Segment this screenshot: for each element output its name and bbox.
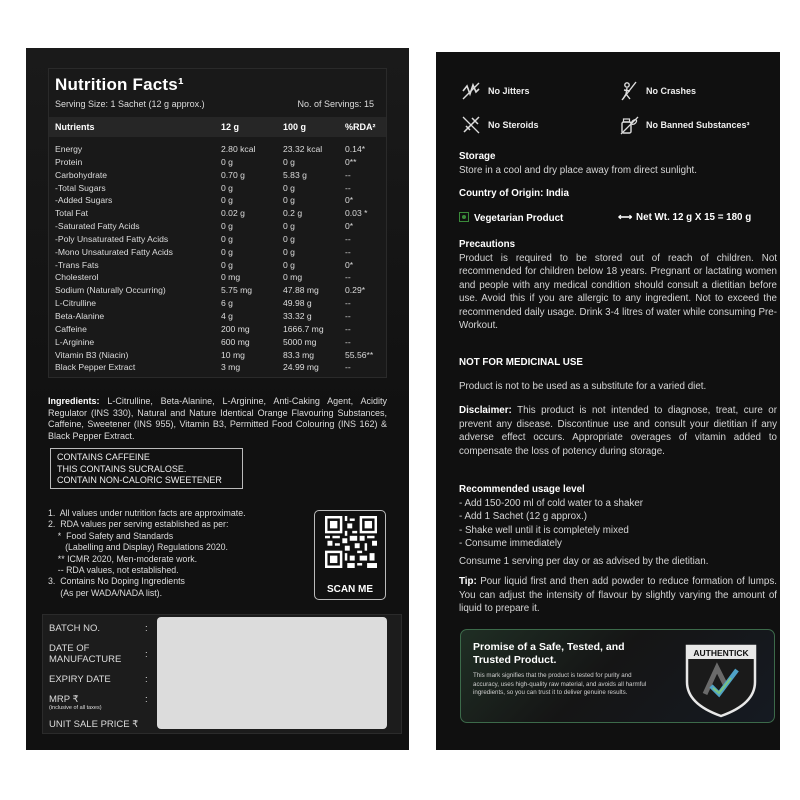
usage-step: - Shake well until it is completely mixed <box>459 524 629 536</box>
expiry-colon: : <box>145 674 148 685</box>
nutrient-name: Energy <box>55 144 83 154</box>
nutrition-facts-table <box>48 68 387 378</box>
footnote-line: (As per WADA/NADA list). <box>48 587 163 598</box>
per-serving-value: 0.70 g <box>221 169 245 180</box>
badge-label: No Banned Substances³ <box>646 120 750 130</box>
nutrition-rows <box>49 143 386 374</box>
disclaimer-label: Disclaimer: <box>459 405 512 416</box>
table-row <box>49 323 386 336</box>
table-row <box>49 349 386 362</box>
nutrient-name: -Trans Fats <box>55 259 99 270</box>
header-per-serving: 12 g <box>221 122 240 132</box>
footnote-line: -- RDA values, not established. <box>48 565 179 576</box>
expiry-row <box>49 674 148 685</box>
nutrition-facts-title: Nutrition Facts¹ <box>55 75 184 94</box>
rda-value: -- <box>345 362 351 373</box>
rda-value: -- <box>345 182 351 193</box>
mrp-colon: : <box>145 694 148 705</box>
no-banned-substances-icon <box>618 114 640 136</box>
rda-value: 0* <box>345 195 354 206</box>
per-serving-value: 2.80 kcal <box>221 144 256 154</box>
tip-section <box>459 575 777 616</box>
per-100g-value: 5.83 g <box>283 169 307 180</box>
rda-value: -- <box>345 310 351 321</box>
ingredients-text: L-Citrulline, Beta-Alanine, L-Arginine, Anti-Caking Agent, Acidity Regulator (INS 330), Natural and Nature Identical Orange Flavouring Substances, Caffeine, Sweetener (INS 955), Vitamin B3, Permitted Food Colouring (INS 162) & Black Pepper Extract. <box>48 396 387 441</box>
table-row <box>49 246 386 259</box>
warning-box <box>50 448 243 489</box>
footnotes <box>48 508 308 599</box>
tip-text: Pour liquid first and then add powder to reduce formation of lumps. You can adjust the intensity of flavour by slightly varying the amount of liquid to prepare it. <box>459 576 777 614</box>
rda-value: 0.14* <box>345 144 366 154</box>
authentick-seal-text: AUTHENTICK <box>693 648 749 658</box>
per-serving-value: 0 g <box>221 182 233 193</box>
substitute-text: Product is not to be used as a substitute for a varied diet. <box>459 381 707 392</box>
batch-no-label: BATCH NO. <box>49 623 101 634</box>
batch-no-row <box>49 623 148 634</box>
disclaimer-section <box>459 404 777 458</box>
badge-label: No Jitters <box>488 86 530 96</box>
badge-label: No Steroids <box>488 120 539 130</box>
nutrient-name: -Added Sugars <box>55 195 113 206</box>
header-per-100g: 100 g <box>283 122 307 132</box>
no-steroids-icon <box>460 114 482 136</box>
tip-label: Tip: <box>459 576 477 587</box>
rda-value: -- <box>345 272 351 283</box>
table-row <box>49 297 386 310</box>
per-serving-value: 0 mg <box>221 272 241 283</box>
footnote-line: (Labelling and Display) Regulations 2020. <box>48 542 228 553</box>
per-100g-value: 24.99 mg <box>283 362 319 373</box>
per-100g-value: 49.98 g <box>283 298 312 309</box>
nutrient-name: -Total Sugars <box>55 182 106 193</box>
table-row <box>49 336 386 349</box>
rda-value: -- <box>345 169 351 180</box>
serving-size: Serving Size: 1 Sachet (12 g approx.) <box>55 99 205 109</box>
nutrient-name: Sodium (Naturally Occurring) <box>55 285 166 296</box>
rda-value: -- <box>345 298 351 309</box>
expiry-label: EXPIRY DATE <box>49 674 111 685</box>
precautions-title: Precautions <box>459 239 516 250</box>
per-serving-value: 0 g <box>221 246 233 257</box>
rda-value: 55.56** <box>345 349 374 360</box>
rda-value: -- <box>345 323 351 334</box>
dumbbell-icon: ⟷ <box>618 212 633 223</box>
table-row <box>49 143 386 156</box>
substitute-note <box>459 380 777 394</box>
per-100g-value: 0 g <box>283 233 295 244</box>
per-100g-value: 0 g <box>283 182 295 193</box>
country-of-origin <box>459 187 777 201</box>
qr-code-box[interactable] <box>314 510 386 600</box>
nutrient-name: -Poly Unsaturated Fatty Acids <box>55 233 169 244</box>
mrp-row <box>49 694 148 705</box>
scan-me-label: SCAN ME <box>326 584 374 595</box>
precautions-text: Product is required to be stored out of reach of children. Not recommended for children below 18 years. Pregnant or lactating women and people with any medical condition should consult a dietitian before use. Avoid this if you are allergic to any ingredient. Not to exceed the recommended daily usage. Drink 3-4 litres of water while consuming Pre-Workout. <box>459 252 777 331</box>
no-jitters-icon <box>460 80 482 102</box>
nutrient-name: Total Fat <box>55 208 88 219</box>
qr-code-icon <box>325 516 377 568</box>
mrp-label: MRP ₹ <box>49 694 79 705</box>
manufacture-label: MANUFACTURE <box>49 654 122 665</box>
not-medicinal-text: NOT FOR MEDICINAL USE <box>459 357 583 368</box>
per-100g-value: 5000 mg <box>283 336 317 347</box>
batch-no-colon: : <box>145 623 148 634</box>
origin-text: Country of Origin: India <box>459 188 569 199</box>
table-row <box>49 194 386 207</box>
veg-label: Vegetarian Product <box>474 213 564 224</box>
usage-step: - Consume immediately <box>459 538 562 549</box>
table-row <box>49 182 386 195</box>
not-medicinal <box>459 356 777 370</box>
per-100g-value: 23.32 kcal <box>283 144 323 154</box>
per-100g-value: 0 mg <box>283 272 303 283</box>
nutrient-name: Protein <box>55 156 83 167</box>
rda-value: -- <box>345 336 351 347</box>
promise-title: Promise of a Safe, Tested, and Trusted Product. <box>473 641 625 666</box>
table-row <box>49 259 386 272</box>
storage-title: Storage <box>459 151 496 162</box>
manufacture-row <box>49 654 121 665</box>
per-serving-value: 600 mg <box>221 336 250 347</box>
usage-note: Consume 1 serving per day or as advised by the dietitian. <box>459 555 709 567</box>
storage-section <box>459 150 777 177</box>
per-serving-value: 0.02 g <box>221 208 245 219</box>
per-serving-value: 3 mg <box>221 362 241 373</box>
badge-label: No Crashes <box>646 86 697 96</box>
net-weight <box>618 212 751 223</box>
rda-value: -- <box>345 246 351 257</box>
ingredients-label: Ingredients: <box>48 396 100 406</box>
no-crashes-icon <box>618 80 640 102</box>
rda-value: 0.29* <box>345 285 366 296</box>
precautions-section <box>459 238 777 333</box>
table-row <box>49 220 386 233</box>
date-of-mfg-colon: : <box>145 649 148 660</box>
per-serving-value: 200 mg <box>221 323 250 334</box>
nutrient-name: -Saturated Fatty Acids <box>55 221 140 232</box>
rda-value: 0* <box>345 221 354 232</box>
footnote-line: 3. Contains No Doping Ingredients <box>48 576 185 587</box>
per-serving-value: 0 g <box>221 221 233 232</box>
per-serving-value: 0 g <box>221 156 233 167</box>
promise-text: This mark signifies that the product is tested for purity and accuracy, uses high-quality raw material, and avoids all harmful ingredients, so you can trust it to deliver genuine results. <box>473 672 647 697</box>
per-100g-value: 83.3 mg <box>283 349 315 360</box>
promise-card <box>460 629 775 723</box>
ingredients-block <box>48 396 387 442</box>
per-serving-value: 0 g <box>221 259 233 270</box>
veg-symbol-icon <box>459 212 469 222</box>
per-serving-value: 10 mg <box>221 349 245 360</box>
usage-step: - Add 150-200 ml of cold water to a shaker <box>459 497 644 509</box>
rda-value: 0* <box>345 259 354 270</box>
rda-value: 0.03 * <box>345 208 368 219</box>
number-of-servings: No. of Servings: 15 <box>297 99 374 109</box>
footnote-line: 2. RDA values per serving established as per: <box>48 519 229 530</box>
usage-title: Recommended usage level <box>459 484 585 495</box>
nutrient-name: L-Citrulline <box>55 298 97 309</box>
claim-badges <box>460 80 780 150</box>
header-nutrients: Nutrients <box>55 122 95 132</box>
nutrient-name: Carbohydrate <box>55 169 108 180</box>
table-row <box>49 156 386 169</box>
table-row <box>49 284 386 297</box>
mrp-note-row <box>49 705 102 711</box>
per-100g-value: 0 g <box>283 221 295 232</box>
footnote-line: 1. All values under nutrition facts are approximate. <box>48 508 246 518</box>
warning-line: CONTAINS CAFFEINE <box>57 452 150 462</box>
table-row <box>49 271 386 284</box>
rda-value: -- <box>345 233 351 244</box>
nutrient-name: L-Arginine <box>55 336 95 347</box>
storage-text: Store in a cool and dry place away from direct sunlight. <box>459 164 697 176</box>
footnote-line: * Food Safety and Standards <box>48 530 174 541</box>
table-row <box>49 207 386 220</box>
unit-price-label: UNIT SALE PRICE ₹ <box>49 719 139 730</box>
nutrient-name: Caffeine <box>55 323 87 334</box>
authentick-seal-icon <box>679 638 763 718</box>
per-serving-value: 0 g <box>221 233 233 244</box>
per-serving-value: 0 g <box>221 195 233 206</box>
mrp-note: (inclusive of all taxes) <box>49 705 102 711</box>
warning-line: CONTAIN NON-CALORIC SWEETENER <box>57 475 222 485</box>
batch-print-area <box>157 617 387 729</box>
per-100g-value: 0.2 g <box>283 208 303 219</box>
vegetarian-mark <box>459 212 563 224</box>
net-weight-text: Net Wt. 12 g X 15 = 180 g <box>636 212 752 223</box>
nutrient-name: Cholesterol <box>55 272 99 283</box>
per-100g-value: 47.88 mg <box>283 285 319 296</box>
header-rda: %RDA² <box>345 122 376 132</box>
table-row <box>49 233 386 246</box>
nutrient-name: Vitamin B3 (Niacin) <box>55 349 129 360</box>
date-of-label: DATE OF <box>49 643 90 654</box>
nutrient-name: -Mono Unsaturated Fatty Acids <box>55 246 173 257</box>
usage-step: - Add 1 Sachet (12 g approx.) <box>459 511 587 522</box>
nutrition-table-header <box>49 117 386 137</box>
nutrient-name: Beta-Alanine <box>55 310 105 321</box>
unit-price-row <box>49 719 138 730</box>
nutrient-name: Black Pepper Extract <box>55 362 136 373</box>
per-100g-value: 0 g <box>283 246 295 257</box>
disclaimer-text: This product is not intended to diagnose, treat, cure or prevent any disease. Discontinue use and consult your dietitian if any adverse effect occurs. Appropriate overages of vitamin added to compensate the loss of potency during storage. <box>459 405 777 457</box>
table-row <box>49 169 386 182</box>
per-100g-value: 0 g <box>283 259 295 270</box>
table-row <box>49 361 386 374</box>
usage-section <box>459 483 777 568</box>
per-serving-value: 5.75 mg <box>221 285 253 296</box>
footnote-line: ** ICMR 2020, Men-moderate work. <box>48 553 198 564</box>
batch-info-box <box>42 614 402 734</box>
per-100g-value: 1666.7 mg <box>283 323 324 334</box>
per-100g-value: 33.32 g <box>283 310 312 321</box>
per-100g-value: 0 g <box>283 195 295 206</box>
rda-value: 0** <box>345 156 357 167</box>
per-100g-value: 0 g <box>283 156 295 167</box>
per-serving-value: 6 g <box>221 298 233 309</box>
warning-line: THIS CONTAINS SUCRALOSE. <box>57 463 187 474</box>
table-row <box>49 310 386 323</box>
per-serving-value: 4 g <box>221 310 233 321</box>
